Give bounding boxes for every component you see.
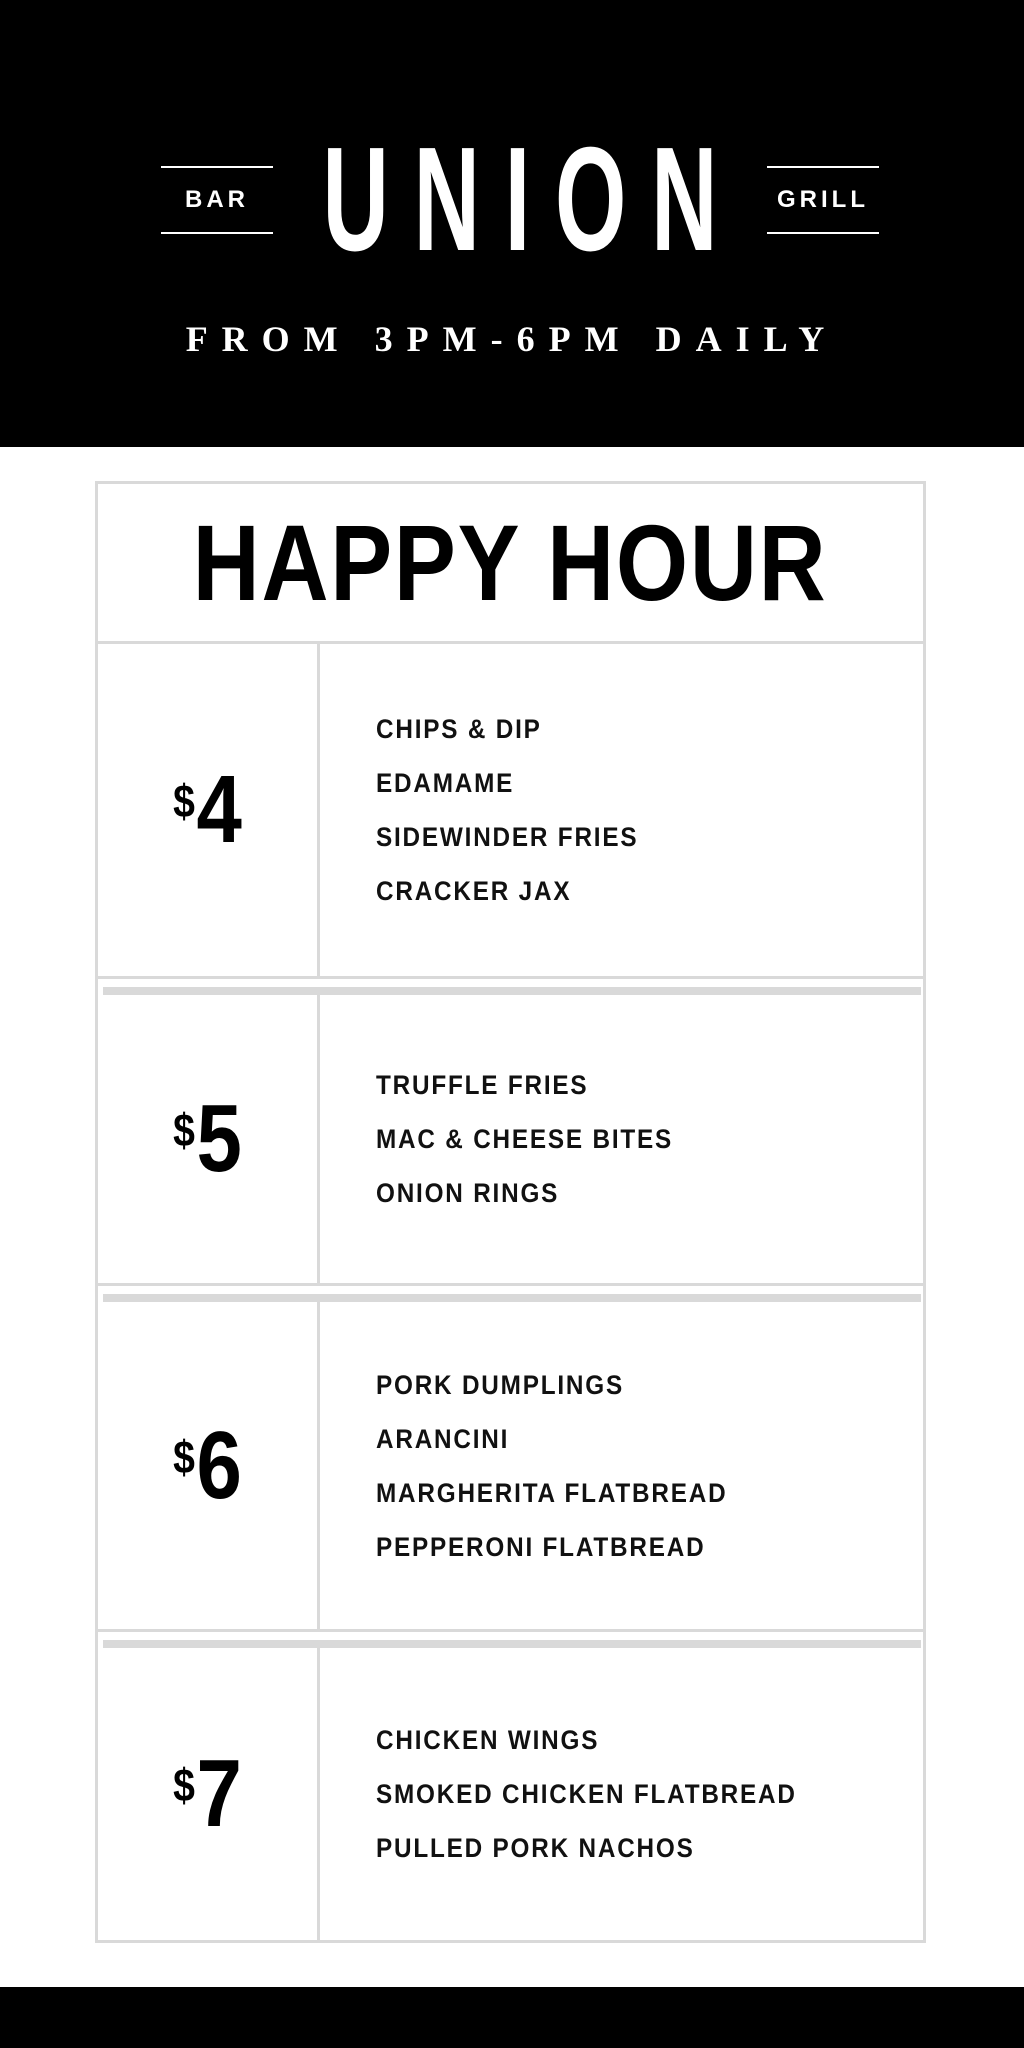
happy-hour-menu — [95, 481, 926, 1943]
price-tier-5 — [98, 995, 923, 1283]
menu-item: MARGHERITA FLATBREAD — [376, 1477, 728, 1508]
divider-bar — [103, 987, 921, 995]
header-banner — [0, 0, 1024, 447]
price-value: 6 — [196, 1411, 242, 1519]
price-tag — [173, 1085, 242, 1192]
menu-item: EDAMAME — [376, 768, 515, 798]
price-value: 7 — [196, 1740, 242, 1847]
menu-title: HAPPY HOUR — [193, 502, 828, 623]
price-cell — [98, 644, 320, 976]
footer-bar — [0, 1987, 1024, 2048]
price-tier-6 — [98, 1302, 923, 1629]
menu-items-list — [376, 995, 706, 1283]
menu-item: CRACKER JAX — [376, 876, 572, 906]
menu-title-row — [98, 484, 923, 644]
divider-line — [98, 1629, 923, 1632]
brand-logo: UNION — [322, 117, 743, 282]
hours-text: FROM 3PM-6PM DAILY — [185, 319, 839, 359]
menu-item: PORK DUMPLINGS — [376, 1369, 624, 1400]
menu-item: CHICKEN WINGS — [376, 1725, 600, 1755]
bar-label: BAR — [161, 166, 273, 234]
price-tag — [173, 1411, 242, 1519]
menu-item: CHIPS & DIP — [376, 714, 542, 744]
divider-line — [98, 1283, 923, 1286]
price-tier-7 — [98, 1648, 923, 1940]
currency-symbol: $ — [173, 1430, 195, 1483]
menu-item: TRUFFLE FRIES — [376, 1070, 589, 1100]
menu-item: ONION RINGS — [376, 1178, 560, 1208]
currency-symbol: $ — [173, 1104, 195, 1156]
menu-item: PULLED PORK NACHOS — [376, 1833, 695, 1863]
menu-item: PEPPERONI FLATBREAD — [376, 1531, 706, 1562]
divider-line — [98, 976, 923, 979]
menu-items-list — [376, 644, 668, 976]
divider-bar — [103, 1640, 921, 1648]
menu-item: SMOKED CHICKEN FLATBREAD — [376, 1779, 797, 1809]
price-value: 4 — [196, 756, 242, 863]
price-tag — [173, 1740, 242, 1847]
menu-item: MAC & CHEESE BITES — [376, 1124, 674, 1154]
menu-items-list — [376, 1648, 844, 1940]
currency-symbol: $ — [173, 775, 195, 827]
divider-bar — [103, 1294, 921, 1302]
price-cell — [98, 1648, 320, 1940]
price-tag — [173, 756, 242, 863]
currency-symbol: $ — [173, 1759, 195, 1811]
menu-item: ARANCINI — [376, 1423, 510, 1454]
menu-item: SIDEWINDER FRIES — [376, 822, 639, 852]
menu-items-list — [376, 1302, 766, 1629]
price-tier-4 — [98, 644, 923, 976]
price-cell — [98, 1302, 320, 1629]
grill-label: GRILL — [767, 166, 879, 234]
price-cell — [98, 995, 320, 1283]
price-value: 5 — [196, 1085, 242, 1192]
